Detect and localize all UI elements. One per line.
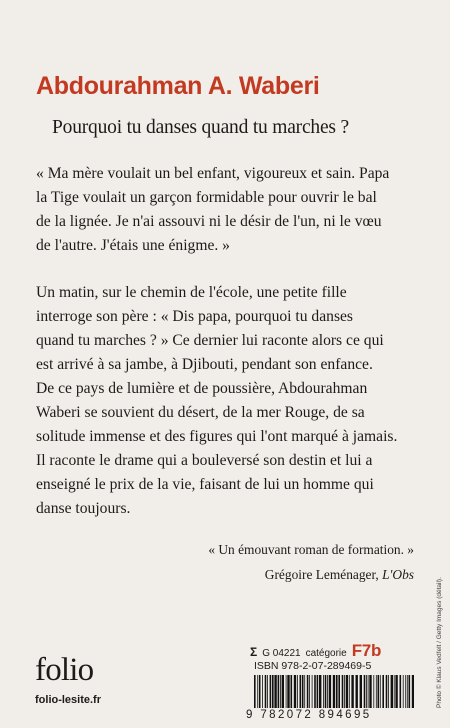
synopsis-line: enseigné le prix de la vie, faisant de lui un homme qui	[36, 476, 374, 493]
barcode-bar	[319, 675, 321, 708]
barcode-bar	[314, 675, 316, 708]
barcode-bar	[312, 675, 313, 708]
barcode-bar	[302, 675, 304, 708]
publisher-website: folio-lesite.fr	[35, 694, 102, 706]
barcode-bar	[297, 675, 298, 708]
isbn: ISBN 978-2-07-289469-5	[254, 660, 372, 672]
barcode-bar	[400, 675, 402, 708]
barcode-bar	[286, 675, 287, 708]
barcode-bar	[282, 675, 284, 708]
barcode-bar	[380, 675, 381, 708]
barcode-bar	[317, 675, 319, 708]
synopsis-line: Il raconte le drame qui a bouleversé son destin et lui a	[36, 452, 373, 469]
barcode-bar	[304, 675, 305, 708]
barcode-bar	[368, 675, 369, 708]
synopsis	[36, 281, 428, 521]
barcode-bar	[254, 675, 256, 708]
barcode-bar	[349, 675, 350, 708]
barcode-bar	[344, 675, 345, 708]
category-code: F7b	[351, 641, 382, 660]
opening-quote	[36, 162, 428, 258]
barcode-bar	[300, 675, 302, 708]
barcode-bar	[346, 675, 348, 708]
synopsis-line: solitude immense et des figures qui l'ont marqué à jamais.	[36, 428, 398, 445]
barcode-bar	[274, 675, 276, 708]
barcode-bar	[407, 675, 408, 708]
barcode-bar	[405, 675, 406, 708]
barcode-bar	[403, 675, 404, 708]
quote-line: de la lignée. Je n'ai assouvi ni le désir de l'un, ni le vœu	[36, 213, 382, 230]
barcode-bar	[342, 675, 344, 708]
barcode-bar	[388, 675, 389, 708]
category-label: catégorie	[305, 648, 347, 659]
author-name: Abdourahman A. Waberi	[36, 72, 320, 100]
barcode-bar	[259, 675, 261, 708]
barcode-bar	[356, 675, 358, 708]
barcode-bar	[336, 675, 338, 708]
barcode-bar	[265, 675, 267, 708]
quote-line: la Tige voulait un garçon formidable pour ouvrir le bal	[36, 189, 377, 206]
catalog-code: G 04221	[262, 648, 301, 659]
barcode-bar	[338, 675, 340, 708]
barcode-bar	[329, 675, 331, 708]
barcode-bar	[270, 675, 272, 708]
synopsis-line: est arrivé à sa jambe, à Djibouti, pendant son enfance.	[36, 356, 373, 373]
blurb-reviewer: Grégoire Leménager,	[264, 567, 383, 582]
synopsis-line: quand tu marches ? » Ce dernier lui raconte alors ce qui	[36, 332, 384, 349]
barcode-bar	[412, 675, 414, 708]
catalog-line	[250, 641, 381, 661]
barcode-bar	[307, 675, 309, 708]
barcode-bar	[325, 675, 327, 708]
barcode-bar	[376, 675, 377, 708]
press-blurb	[208, 537, 414, 587]
barcode-bar	[378, 675, 380, 708]
barcode-bar	[294, 675, 296, 708]
barcode-bar	[364, 675, 366, 708]
barcode-bar	[262, 675, 263, 708]
barcode-bar	[386, 675, 388, 708]
barcode-bar	[373, 675, 374, 708]
synopsis-line: interroge son père : « Dis papa, pourquoi tu danses	[36, 308, 353, 325]
barcode-bar	[360, 675, 362, 708]
barcode-bar	[267, 675, 268, 708]
barcode-bar	[323, 675, 324, 708]
sigma-icon: Σ	[250, 645, 258, 659]
barcode-bar	[394, 675, 395, 708]
blurb-attribution	[208, 562, 414, 587]
synopsis-line: Waberi se souvient du désert, de la mer Rouge, de sa	[36, 404, 365, 421]
barcode-bar	[391, 675, 393, 708]
synopsis-line: danse toujours.	[36, 500, 131, 517]
barcode-bar	[278, 675, 280, 708]
quote-line: « Ma mère voulait un bel enfant, vigoureux et sain. Papa	[36, 165, 390, 182]
barcode-bar	[366, 675, 367, 708]
barcode-bar	[395, 675, 397, 708]
barcode	[254, 675, 414, 708]
barcode-bar	[327, 675, 328, 708]
photo-credit: Photo © Klaus Vedfelt / Getty Images (détail).	[436, 577, 443, 708]
book-title: Pourquoi tu danses quand tu marches ?	[52, 117, 349, 138]
folio-logo: folio	[35, 652, 94, 688]
barcode-bar	[369, 675, 371, 708]
synopsis-line: Un matin, sur le chemin de l'école, une petite fille	[36, 284, 347, 301]
blurb-publication: L'Obs	[382, 567, 414, 582]
barcode-bar	[333, 675, 335, 708]
barcode-bar	[291, 675, 293, 708]
quote-line: de l'autre. J'étais une énigme. »	[36, 237, 230, 254]
barcode-bar	[280, 675, 281, 708]
barcode-bar	[309, 675, 310, 708]
barcode-bar	[287, 675, 289, 708]
barcode-digits: 9 782072 894695	[246, 709, 372, 721]
barcode-bar	[272, 675, 274, 708]
synopsis-line: De ce pays de lumière et de poussière, Abdourahman	[36, 380, 368, 397]
barcode-bar	[382, 675, 384, 708]
blurb-text: « Un émouvant roman de formation. »	[208, 542, 414, 557]
barcode-bar	[351, 675, 353, 708]
barcode-bar	[257, 675, 258, 708]
barcode-bar	[409, 675, 411, 708]
